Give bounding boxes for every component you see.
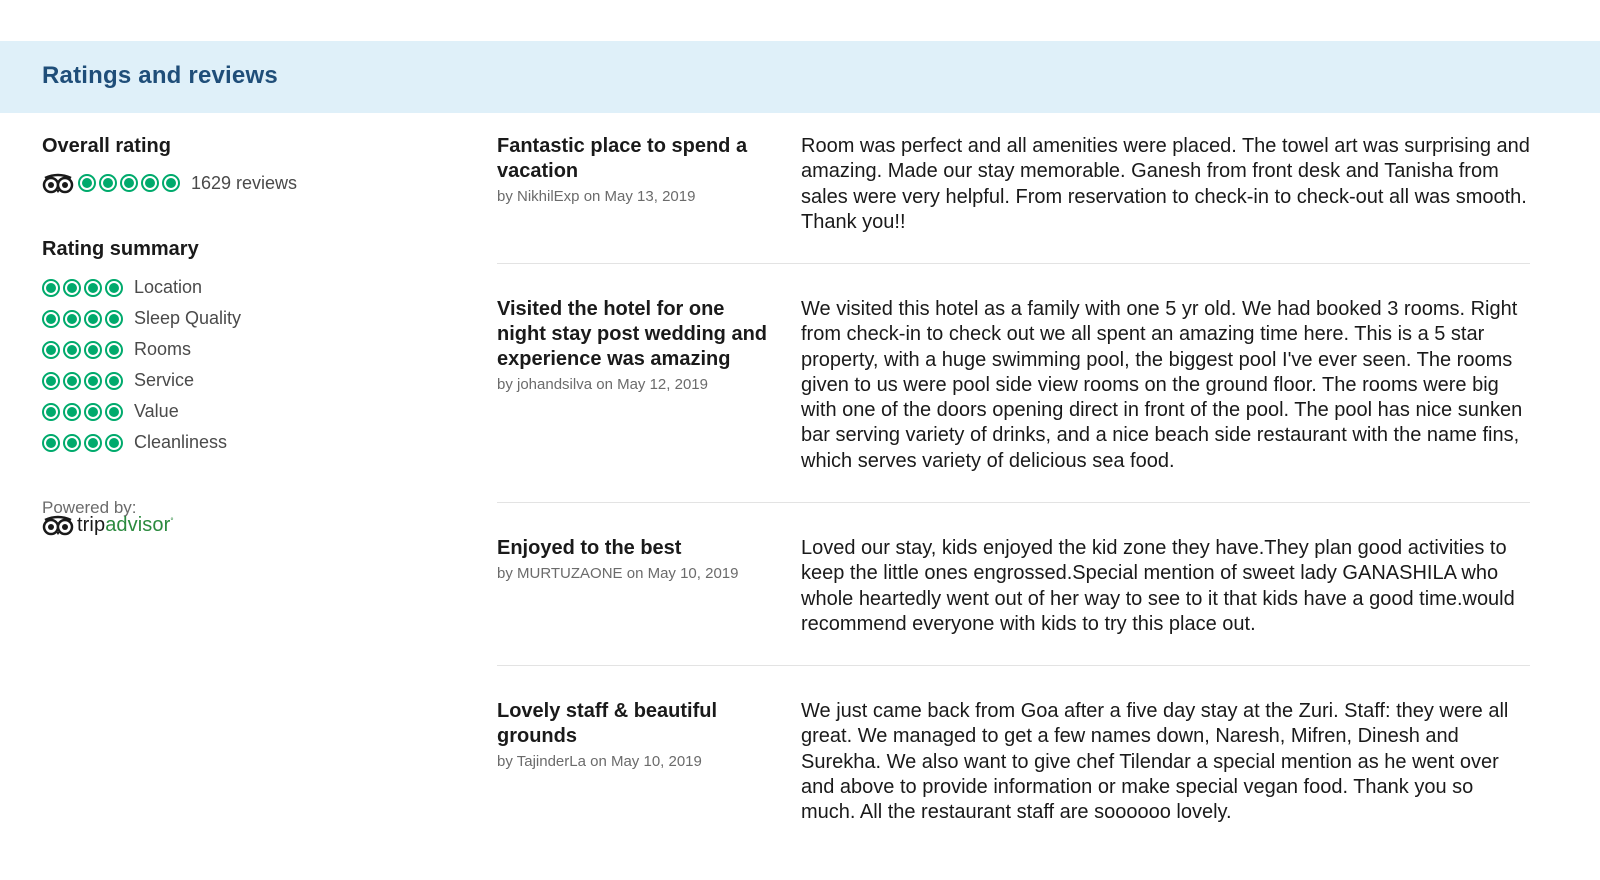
review-body: We visited this hotel as a family with one 5 yr old. We had booked 3 rooms. Right from check-in to check out we all spent an amazing time here. This is a 5 star property, with a huge swimming pool, the biggest pool I've ever seen. The rooms given to us were pool side view rooms on the ground floor. The rooms were big with one of the doors opening direct in front of the pool. The pool has nice sunken bar serving variety of drinks, and a nice beach side restaurant with the name fins, which serves variety of delicious sea food. — [801, 298, 1523, 472]
trademark-mark: ° — [170, 515, 174, 525]
review-byline: by TajinderLa on May 10, 2019 — [497, 753, 702, 770]
wordmark-trip: trip — [77, 513, 106, 536]
rating-bubble-icon — [63, 372, 81, 390]
rating-bubble-icon — [42, 372, 60, 390]
rating-bubble-icon — [105, 341, 123, 359]
review-body: We just came back from Goa after a five day stay at the Zuri. Staff: they were all great. We managed to get a few names down, Naresh, Mifren, Dinesh and Surekha. We also want to give chef Tilendar a special mention as he went over and above to provide information or make special vegan food. Thank you so much. All the restaurant staff are soooooo lovely. — [801, 700, 1509, 824]
powered-by-label: Powered by: — [42, 498, 137, 517]
review-body: Room was perfect and all amenities were placed. The towel art was surprising and amazing. Made our stay memorable. Ganesh from front desk and Tanisha from sales were very helpful. From reservation to check-in to check-out all was smooth. Thank you!! — [801, 135, 1530, 233]
overall-rating-heading: Overall rating — [42, 135, 171, 157]
rating-bubble-icon — [105, 372, 123, 390]
summary-item-label: Cleanliness — [134, 432, 228, 452]
review-divider — [497, 502, 1530, 503]
summary-bubble-rating — [42, 434, 123, 452]
rating-bubble-icon — [63, 341, 81, 359]
rating-bubble-icon — [63, 403, 81, 421]
rating-bubble-icon — [162, 174, 180, 192]
review-title[interactable]: Enjoyed to the best — [497, 537, 682, 559]
summary-bubble-rating — [42, 403, 123, 421]
review-byline: by MURTUZAONE on May 10, 2019 — [497, 565, 739, 582]
tripadvisor-owl-icon — [42, 514, 74, 536]
summary-bubble-rating — [42, 341, 123, 359]
rating-bubble-icon — [105, 434, 123, 452]
rating-bubble-icon — [141, 174, 159, 192]
rating-bubble-icon — [84, 310, 102, 328]
rating-bubble-icon — [42, 310, 60, 328]
rating-bubble-icon — [78, 174, 96, 192]
summary-item-label: Rooms — [134, 339, 192, 359]
review-divider — [497, 263, 1530, 264]
summary-bubble-rating — [42, 372, 123, 390]
review-divider — [497, 665, 1530, 666]
review-body: Loved our stay, kids enjoyed the kid zone they have.They plan good activities to keep the little ones engrossed.Special mention of sweet lady GANASHILA who whole heartedly went out of her way to see to it that kids have a good time.would recommend everyone with kids to try this place out. — [801, 537, 1515, 635]
rating-bubble-icon — [42, 434, 60, 452]
wordmark-advisor: advisor — [105, 513, 171, 536]
section-title: Ratings and reviews — [42, 62, 278, 89]
summary-item-label: Service — [134, 370, 195, 390]
summary-item-rooms — [42, 334, 241, 365]
rating-bubble-icon — [84, 372, 102, 390]
rating-bubble-icon — [63, 279, 81, 297]
rating-bubble-icon — [63, 434, 81, 452]
rating-bubble-icon — [84, 341, 102, 359]
rating-bubble-icon — [120, 174, 138, 192]
review-title[interactable]: Fantastic place to spend a vacation — [497, 135, 748, 182]
tripadvisor-logo[interactable] — [42, 512, 174, 538]
tripadvisor-owl-icon — [42, 172, 74, 194]
summary-item-label: Value — [134, 401, 179, 421]
overall-rating-row — [42, 171, 297, 195]
summary-item-location — [42, 272, 241, 303]
review-count[interactable]: 1629 reviews — [191, 172, 298, 193]
rating-bubble-icon — [105, 310, 123, 328]
summary-bubble-rating — [42, 310, 123, 328]
rating-bubble-icon — [42, 403, 60, 421]
rating-bubble-icon — [42, 279, 60, 297]
rating-bubble-icon — [63, 310, 81, 328]
summary-item-label: Location — [134, 277, 203, 297]
review-byline: by johandsilva on May 12, 2019 — [497, 376, 708, 393]
rating-bubble-icon — [84, 434, 102, 452]
rating-summary-heading: Rating summary — [42, 238, 199, 260]
summary-item-label: Sleep Quality — [134, 308, 242, 328]
overall-bubble-rating — [78, 174, 180, 192]
tripadvisor-wordmark — [77, 514, 174, 537]
summary-item-service — [42, 365, 241, 396]
summary-item-sleep-quality — [42, 303, 241, 334]
review-title[interactable]: Lovely staff & beautiful grounds — [497, 700, 718, 747]
rating-summary-list — [42, 272, 241, 458]
rating-bubble-icon — [42, 341, 60, 359]
summary-item-value — [42, 396, 241, 427]
review-byline: by NikhilExp on May 13, 2019 — [497, 188, 696, 205]
review-title[interactable]: Visited the hotel for one night stay post wedding and experience was amazing — [497, 298, 767, 370]
rating-bubble-icon — [84, 279, 102, 297]
summary-item-cleanliness — [42, 427, 241, 458]
rating-bubble-icon — [99, 174, 117, 192]
rating-bubble-icon — [84, 403, 102, 421]
rating-bubble-icon — [105, 279, 123, 297]
summary-bubble-rating — [42, 279, 123, 297]
rating-bubble-icon — [105, 403, 123, 421]
